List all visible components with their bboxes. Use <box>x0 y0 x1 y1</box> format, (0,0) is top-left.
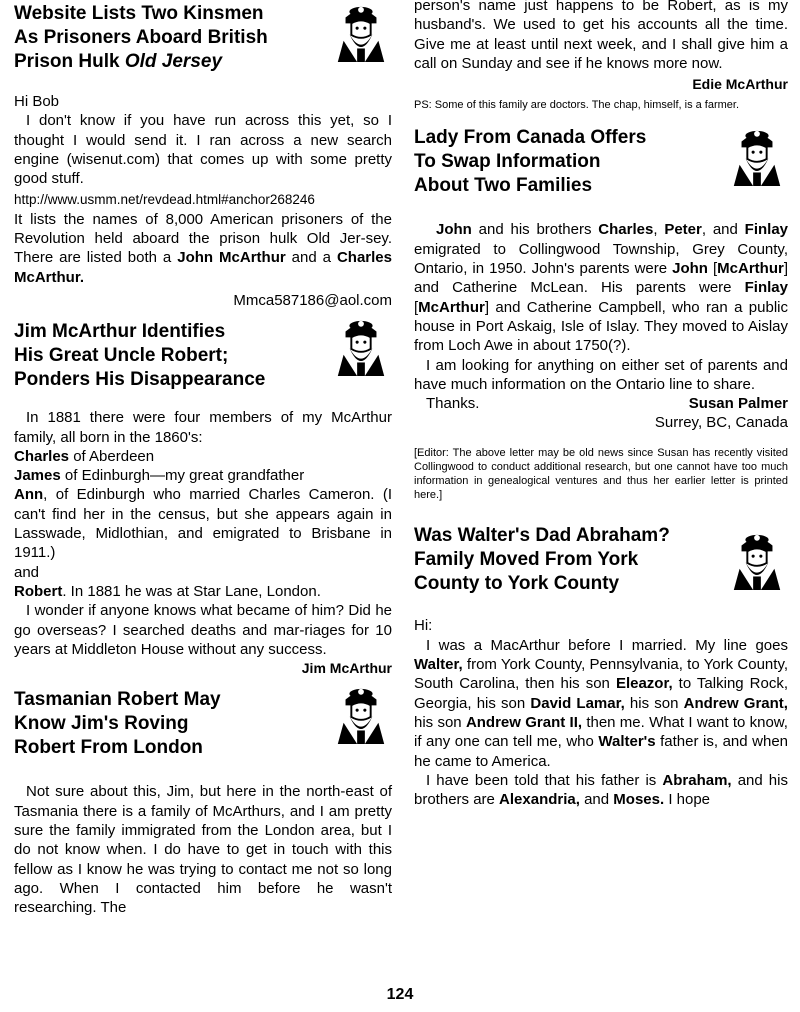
url-text: http://www.usmm.net/revdead.html#anchor268246 <box>14 192 315 208</box>
person-name: Eleazor, <box>615 675 673 693</box>
article-walters-dad <box>414 524 788 596</box>
text: emigrated to Collingwood Township, Grey County, Ontario, in 1950. John's parents were <box>414 240 788 278</box>
paragraph: Not sure about this, Jim, but here in the north-east of Tasmania there is a family of McArthurs, and I am pretty sure the family immigrated from the London area, but I do not know when. I do have to get in touch with this fellow as I know he was trying to contact me not so long ago. When I contacted him before he wasn't researching. The <box>14 783 392 917</box>
text: then me. What I want to know, if any one can tell me, who <box>414 713 788 751</box>
person-name: Moses. <box>613 791 665 809</box>
person-name: John <box>672 260 708 278</box>
person-name: Charles McArthur. <box>14 249 392 286</box>
paragraph: I don't know if you have run across this yet, so I thought I would send it. I ran across a new search engine (wisenut.com) that comes up with some pretty good stuff. <box>14 112 392 188</box>
article-tasmanian-robert <box>14 688 392 760</box>
person-name: Alexandria, <box>499 791 580 809</box>
person-name: David Lamar, <box>530 694 625 712</box>
article-website-prisoners <box>14 2 392 74</box>
title-line: Prison Hulk <box>14 51 125 72</box>
page-number: 124 <box>386 986 414 1003</box>
signature-email: Mmca587186@aol.com <box>233 291 392 309</box>
title-line: Robert From London <box>14 737 203 759</box>
text: and his brothers <box>471 221 599 239</box>
greeting: Hi: <box>414 617 433 635</box>
person-name: Finlay <box>744 221 789 239</box>
text: his son <box>624 694 684 712</box>
person-name: Andrew Grant II, <box>465 713 583 731</box>
title-line: Family Moved From York <box>414 549 639 571</box>
paragraph-continued: person's name just happens to be Robert, as is my husband's. We used to get his accounts all the time. Give me at least until next week, and I shall give him a call on Sunday and see if he knows more now. <box>414 0 788 72</box>
text: his son <box>414 713 466 731</box>
person-name: Peter <box>664 221 702 239</box>
person-name: Charles <box>14 447 70 465</box>
title-line: As Prisoners Aboard British <box>14 27 268 48</box>
signature: Susan Palmer <box>688 395 788 413</box>
text: , and <box>701 221 745 239</box>
signature: Edie McArthur <box>692 76 788 93</box>
postscript: PS: Some of this family are doctors. The chap, himself, is a farmer. <box>414 99 740 112</box>
location: Surrey, BC, Canada <box>654 414 788 432</box>
person-name: Ann <box>14 486 44 504</box>
text: of Aberdeen <box>69 447 155 465</box>
text: [ <box>414 298 419 316</box>
text: I hope <box>664 791 711 809</box>
title-line: About Two Families <box>414 175 593 197</box>
text: and his brothers are <box>414 771 788 809</box>
paragraph <box>14 210 392 287</box>
list-item <box>14 485 392 562</box>
scottish-highlander-logo-icon <box>332 684 390 746</box>
text: It lists the names of 8,000 American prisoners of the Revolution held aboard the prison hulk Old Jer-sey. There are listed both a <box>14 210 392 267</box>
paragraph: In 1881 there were four members of my McArthur family, all born in the 1860's: <box>14 409 392 446</box>
text: . In 1881 he was at Star Lane, London. <box>62 582 321 600</box>
title-line: His Great Uncle Robert; <box>14 345 229 367</box>
article-lady-from-canada <box>414 126 788 198</box>
list-item <box>14 582 392 601</box>
title-line: Was Walter's Dad Abraham? <box>414 525 670 547</box>
editor-note: [Editor: The above letter may be old news since Susan has recently visited Collingwood to conduct additional research, but one cannot have too much information in genealogical ventures and thus her earlier letter is printed here.] <box>414 447 788 502</box>
text: I was a MacArthur before I married. My line goes <box>426 636 788 654</box>
title-line: Know Jim's Roving <box>14 713 189 735</box>
person-name: John <box>436 221 472 239</box>
person-name: Walter's <box>598 733 656 751</box>
text: father is, and when he came to America. <box>414 733 789 770</box>
person-name: Robert <box>14 582 63 600</box>
list-item <box>14 447 392 466</box>
person-name: Finlay <box>744 279 788 297</box>
person-name: McArthur <box>717 260 784 278</box>
text: I have been told that his father is <box>426 771 663 789</box>
title-line: Jim McArthur Identifies <box>14 321 226 343</box>
person-name: Walter, <box>414 656 463 674</box>
paragraph <box>414 220 788 355</box>
paragraph: I am looking for anything on either set of parents and have much information on the Ontario line to share. <box>414 356 788 393</box>
closing-row <box>414 394 788 413</box>
person-name: Charles <box>598 221 654 239</box>
scottish-highlander-logo-icon <box>728 126 786 188</box>
scottish-highlander-logo-icon <box>332 316 390 378</box>
person-name: Andrew Grant, <box>683 694 788 712</box>
right-column <box>414 0 788 809</box>
scottish-highlander-logo-icon <box>332 2 390 64</box>
person-name: John McArthur <box>177 249 286 267</box>
left-column <box>14 0 392 918</box>
paragraph <box>414 771 788 810</box>
closing-text: Thanks. <box>426 395 480 413</box>
scottish-highlander-logo-icon <box>728 530 786 592</box>
paragraph: I wonder if anyone knows what became of him? Did he go overseas? I searched deaths and mar-riages for 10 years at Middleton House without any success. <box>14 602 392 658</box>
title-line: County to York County <box>414 573 620 595</box>
title-italic: Old Jersey <box>124 51 223 72</box>
text: ] and Catherine McLean. His parents were <box>414 260 788 297</box>
text: and <box>14 563 40 581</box>
greeting: Hi Bob <box>14 93 60 110</box>
signature: Jim McArthur <box>301 660 392 677</box>
title-line: Ponders His Disappearance <box>14 369 266 391</box>
text: ] and Catherine Campbell, who ran a public house in Port Askaig, Isle of Islay. They moved to Aislay from Loch Awe in about 1750(?). <box>414 298 788 355</box>
text: of Edinburgh—my great grandfather <box>60 467 305 485</box>
text: from York County, Pennsylvania, to York County, South Carolina, then his son <box>414 656 788 693</box>
text: , <box>653 221 665 239</box>
person-name: Abraham, <box>662 771 732 789</box>
text: [ <box>707 260 718 278</box>
title-line: Tasmanian Robert May <box>14 689 221 711</box>
paragraph <box>414 636 788 771</box>
text: and <box>579 791 614 809</box>
text: and a <box>285 249 337 267</box>
list-item <box>14 466 392 485</box>
article-jim-mcarthur <box>14 320 392 392</box>
title-line: Lady From Canada Offers <box>414 127 647 149</box>
title-line: Website Lists Two Kinsmen <box>14 3 264 24</box>
text: to Talking Rock, Georgia, his son <box>414 675 788 712</box>
text: , of Edinburgh who married Charles Cameron. (I can't find her in the census, but she appears again in Lasswade, Midlothian, and emigrated to Brisbane in 1911.) <box>14 486 392 562</box>
title-line: To Swap Information <box>414 151 601 173</box>
person-name: James <box>14 467 61 485</box>
person-name: McArthur <box>418 298 485 316</box>
